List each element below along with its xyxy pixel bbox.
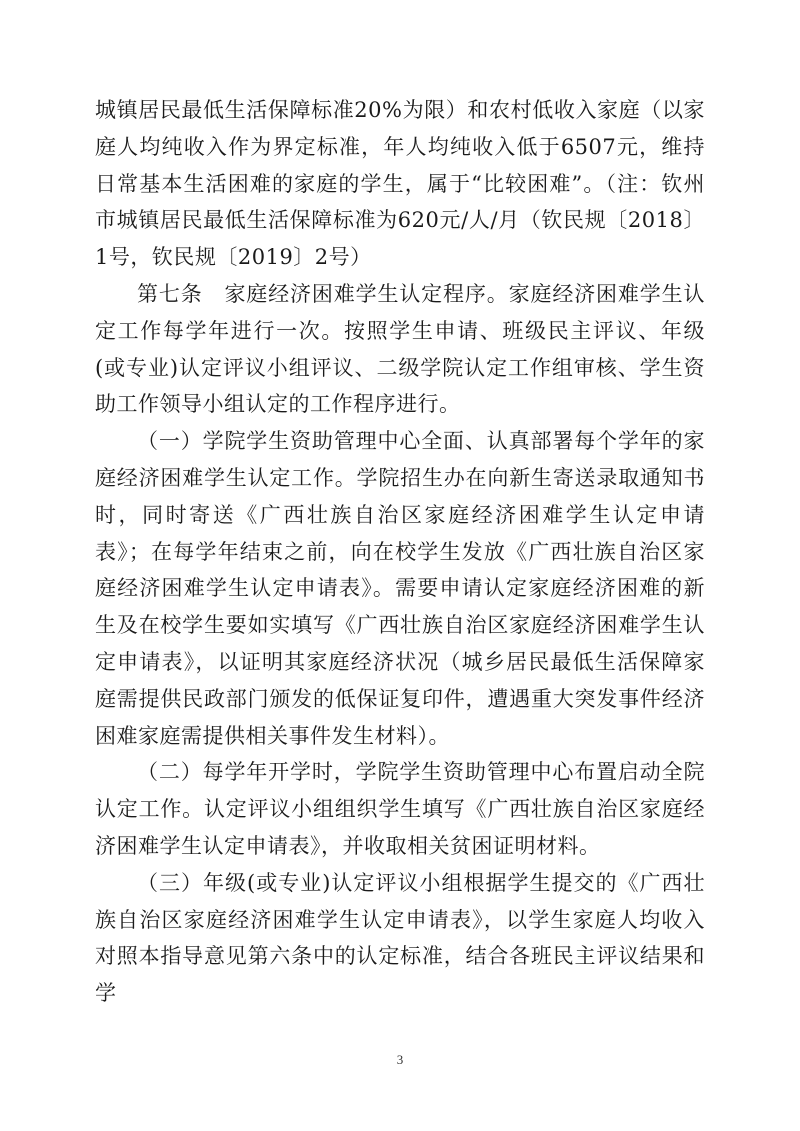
paragraph-item-two: （二）每学年开学时，学院学生资助管理中心布置启动全院认定工作。认定评议小组组织学生填写《广西壮族自治区家庭经济困难学生认定申请表》，并收取相关贫困证明材料。 <box>95 760 705 858</box>
paragraph-item-one: （一）学院学生资助管理中心全面、认真部署每个学年的家庭经济困难学生认定工作。学院招生办在向新生寄送录取通知书时，同时寄送《广西壮族自治区家庭经济困难学生认定申请表》；在每学年结束之前，向在校学生发放《广西壮族自治区家庭经济困难学生认定申请表》。需要申请认定家庭经济困难的新生及在校学生要如实填写《广西壮族自治区家庭经济困难学生认定申请表》，以证明其家庭经济状况（城乡居民最低生活保障家庭需提供民政部门颁发的低保证复印件，遭遇重大突发事件经济困难家庭需提供相关事件发生材料）。 <box>95 429 705 748</box>
paragraph-item-three: （三）年级(或专业)认定评议小组根据学生提交的《广西壮族自治区家庭经济困难学生认定申请表》，以学生家庭人均收入对照本指导意见第六条中的认定标准，结合各班民主评议结果和学 <box>95 870 705 1006</box>
document-body <box>95 92 705 1012</box>
paragraph-article-seven: 第七条 家庭经济困难学生认定程序。家庭经济困难学生认定工作每学年进行一次。按照学生申请、班级民主评议、年级(或专业)认定评议小组评议、二级学院认定工作组审核、学生资助工作领导小组认定的工作程序进行。 <box>95 281 705 417</box>
page-number: 3 <box>396 1052 404 1067</box>
paragraph-continuation: 城镇居民最低生活保障标准20%为限）和农村低收入家庭（以家庭人均纯收入作为界定标准，年人均纯收入低于6507元，维持日常基本生活困难的家庭的学生，属于“比较困难”。（注：钦州市城镇居民最低生活保障标准为620元/人/月（钦民规〔2018〕1号，钦民规〔2019〕2号） <box>95 98 705 270</box>
